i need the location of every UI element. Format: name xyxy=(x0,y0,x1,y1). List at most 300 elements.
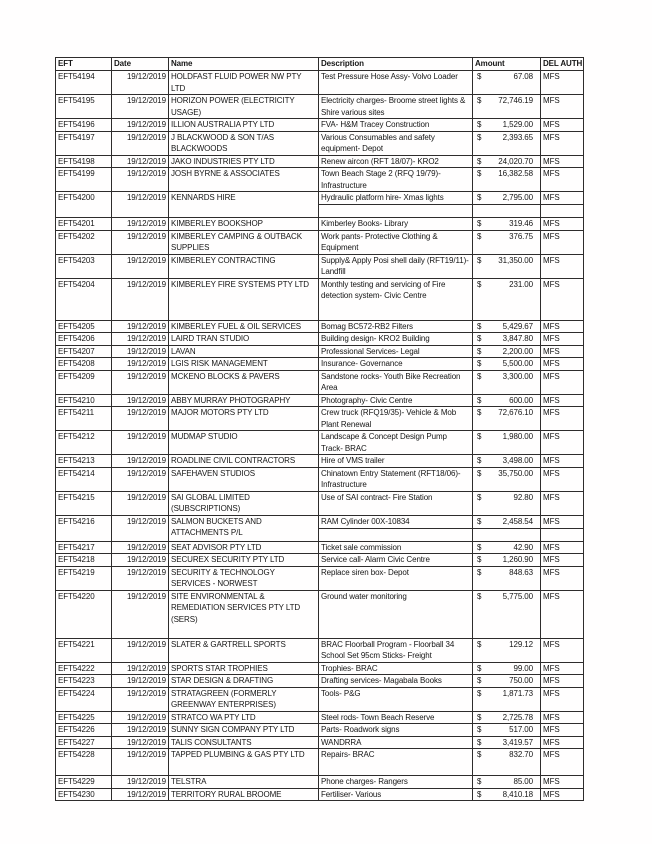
amount-value: 1,260.90 xyxy=(502,555,533,564)
description-cell xyxy=(319,192,473,218)
date-cell: 19/12/2019 xyxy=(112,71,169,95)
eft-number-cell: EFT54225 xyxy=(56,711,112,724)
payee-name-cell: STRATCO WA PTY LTD xyxy=(169,711,319,724)
date-cell: 19/12/2019 xyxy=(112,230,169,254)
amount-layout xyxy=(473,321,540,333)
amount-layout xyxy=(473,712,540,724)
column-header-amount: Amount xyxy=(473,58,541,71)
amount-cell xyxy=(473,394,541,407)
amount-cell xyxy=(473,467,541,491)
date-cell: 19/12/2019 xyxy=(112,95,169,119)
amount-layout xyxy=(473,333,540,345)
amount-cell xyxy=(473,254,541,278)
date-cell: 19/12/2019 xyxy=(112,218,169,231)
amount-layout xyxy=(473,346,540,358)
amount-layout xyxy=(473,591,540,603)
currency-symbol: $ xyxy=(477,321,482,331)
amount-value: 99.00 xyxy=(513,663,533,673)
del-auth-cell: MFS xyxy=(541,370,584,394)
del-auth-cell: MFS xyxy=(541,155,584,168)
amount-cell xyxy=(473,370,541,394)
amount-value: 2,200.00 xyxy=(502,346,533,356)
table-row xyxy=(56,320,584,333)
amount-value: 35,750.00 xyxy=(498,468,533,478)
amount-value: 85.00 xyxy=(513,777,533,786)
currency-symbol: $ xyxy=(477,132,482,142)
date-cell: 19/12/2019 xyxy=(112,711,169,724)
description-cell-text: RAM Cylinder 00X-10834 xyxy=(319,516,472,529)
amount-layout xyxy=(473,168,540,180)
eft-number-cell: EFT54226 xyxy=(56,724,112,737)
currency-symbol: $ xyxy=(477,255,482,265)
del-auth-cell: MFS xyxy=(541,687,584,711)
del-auth-cell: MFS xyxy=(541,491,584,515)
amount-layout xyxy=(473,71,540,83)
del-auth-cell: MFS xyxy=(541,590,584,638)
amount-value: 2,725.78 xyxy=(502,712,533,722)
del-auth-cell-text: MFS xyxy=(541,516,583,529)
amount-cell xyxy=(473,320,541,333)
table-row xyxy=(56,638,584,662)
payee-name-cell: JAKO INDUSTRIES PTY LTD xyxy=(169,155,319,168)
table-row xyxy=(56,467,584,491)
amount-cell xyxy=(473,724,541,737)
description-cell: Electricity charges- Broome street lights & Shire various sites xyxy=(319,95,473,119)
del-auth-cell: MFS xyxy=(541,736,584,749)
table-row xyxy=(56,724,584,737)
amount-cell xyxy=(473,230,541,254)
amount-value: 1,871.73 xyxy=(502,688,533,698)
del-auth-cell: MFS xyxy=(541,218,584,231)
currency-symbol: $ xyxy=(477,346,482,356)
table-row xyxy=(56,254,584,278)
column-header-name: Name xyxy=(169,58,319,71)
amount-cell xyxy=(473,333,541,346)
column-header-eft: EFT xyxy=(56,58,112,71)
currency-symbol: $ xyxy=(477,737,482,747)
table-row xyxy=(56,541,584,554)
date-cell: 19/12/2019 xyxy=(112,541,169,554)
table-row xyxy=(56,590,584,638)
table-row xyxy=(56,788,584,801)
date-cell: 19/12/2019 xyxy=(112,131,169,155)
payee-name-cell: TERRITORY RURAL BROOME xyxy=(169,788,319,801)
table-header xyxy=(56,58,584,71)
payee-name-cell: SECUREX SECURITY PTY LTD xyxy=(169,554,319,567)
payee-name-cell: SECURITY & TECHNOLOGY SERVICES - NORWEST xyxy=(169,566,319,590)
amount-cell xyxy=(473,407,541,431)
date-cell: 19/12/2019 xyxy=(112,776,169,789)
description-cell: Building design- KRO2 Building xyxy=(319,333,473,346)
del-auth-cell: MFS xyxy=(541,278,584,320)
currency-symbol: $ xyxy=(477,750,482,759)
currency-symbol: $ xyxy=(477,359,482,368)
eft-number-cell: EFT54229 xyxy=(56,776,112,789)
amount-layout xyxy=(473,749,540,761)
del-auth-cell: MFS xyxy=(541,662,584,675)
payee-name-cell: J BLACKWOOD & SON T/AS BLACKWOODS xyxy=(169,131,319,155)
amount-layout xyxy=(473,542,540,554)
amount-layout xyxy=(473,132,540,144)
description-cell: Parts- Roadwork signs xyxy=(319,724,473,737)
date-cell: 19/12/2019 xyxy=(112,687,169,711)
amount-value: 67.08 xyxy=(513,72,533,81)
description-cell: Replace siren box- Depot xyxy=(319,566,473,590)
payee-name-cell: KIMBERLEY FIRE SYSTEMS PTY LTD xyxy=(169,278,319,320)
amount-cell xyxy=(473,590,541,638)
description-cell: Insurance- Governance xyxy=(319,358,473,371)
payee-name-cell: TALIS CONSULTANTS xyxy=(169,736,319,749)
del-auth-cell: MFS xyxy=(541,95,584,119)
del-auth-cell: MFS xyxy=(541,431,584,455)
eft-number-cell: EFT54213 xyxy=(56,455,112,468)
amount-layout xyxy=(473,358,540,370)
amount-cell xyxy=(473,491,541,515)
payee-name-cell: MCKENO BLOCKS & PAVERS xyxy=(169,370,319,394)
description-cell: Drafting services- Magabala Books xyxy=(319,675,473,688)
date-cell: 19/12/2019 xyxy=(112,788,169,801)
date-cell: 19/12/2019 xyxy=(112,358,169,371)
del-auth-cell: MFS xyxy=(541,168,584,192)
amount-layout xyxy=(473,231,540,243)
currency-symbol: $ xyxy=(477,72,482,81)
amount-cell xyxy=(473,788,541,801)
amount-value: 832.70 xyxy=(509,750,533,759)
table-row xyxy=(56,431,584,455)
del-auth-cell: MFS xyxy=(541,71,584,95)
amount-layout xyxy=(473,567,540,579)
description-cell: Steel rods- Town Beach Reserve xyxy=(319,711,473,724)
eft-number-cell: EFT54206 xyxy=(56,333,112,346)
amount-value: 3,419.57 xyxy=(502,737,533,747)
eft-number-cell: EFT54217 xyxy=(56,541,112,554)
amount-layout xyxy=(473,688,540,700)
payee-name-cell: KIMBERLEY BOOKSHOP xyxy=(169,218,319,231)
eft-number-cell: EFT54215 xyxy=(56,491,112,515)
amount-layout xyxy=(473,516,540,529)
eft-number-cell: EFT54198 xyxy=(56,155,112,168)
eft-number-cell: EFT54202 xyxy=(56,230,112,254)
del-auth-cell: MFS xyxy=(541,554,584,567)
amount-value: 1,980.00 xyxy=(502,432,533,441)
amount-cell xyxy=(473,662,541,675)
eft-number-cell: EFT54204 xyxy=(56,278,112,320)
amount-value: 3,300.00 xyxy=(502,371,533,381)
amount-value: 5,500.00 xyxy=(502,359,533,368)
amount-cell xyxy=(473,736,541,749)
description-cell: Phone charges- Rangers xyxy=(319,776,473,789)
currency-symbol: $ xyxy=(477,231,482,241)
description-cell-text: Hydraulic platform hire- Xmas lights xyxy=(319,192,472,205)
eft-number-cell: EFT54201 xyxy=(56,218,112,231)
payee-name-cell: KIMBERLEY CAMPING & OUTBACK SUPPLIES xyxy=(169,230,319,254)
del-auth-cell xyxy=(541,192,584,218)
description-cell xyxy=(319,515,473,541)
amount-layout xyxy=(473,255,540,267)
description-cell: Fertiliser- Various xyxy=(319,788,473,801)
del-auth-cell: MFS xyxy=(541,394,584,407)
eft-number-cell: EFT54223 xyxy=(56,675,112,688)
del-auth-cell-text: MFS xyxy=(541,192,583,205)
eft-number-cell: EFT54211 xyxy=(56,407,112,431)
amount-layout xyxy=(473,192,540,205)
table-row xyxy=(56,675,584,688)
eft-number-cell: EFT54197 xyxy=(56,131,112,155)
payee-name-cell: SLATER & GARTRELL SPORTS xyxy=(169,638,319,662)
amount-cell xyxy=(473,358,541,371)
amount-layout xyxy=(473,455,540,467)
description-cell: FVA- H&M Tracey Construction xyxy=(319,119,473,132)
payee-name-cell: SUNNY SIGN COMPANY PTY LTD xyxy=(169,724,319,737)
table-row xyxy=(56,358,584,371)
table-row xyxy=(56,711,584,724)
description-cell: Photography- Civic Centre xyxy=(319,394,473,407)
amount-cell xyxy=(473,749,541,776)
amount-layout xyxy=(473,492,540,504)
del-auth-cell xyxy=(541,515,584,541)
del-auth-cell: MFS xyxy=(541,358,584,371)
eft-number-cell: EFT54199 xyxy=(56,168,112,192)
currency-symbol: $ xyxy=(477,777,482,786)
amount-value: 72,746.19 xyxy=(498,96,533,105)
table-row xyxy=(56,168,584,192)
currency-symbol: $ xyxy=(477,432,482,441)
amount-layout xyxy=(473,724,540,736)
description-cell: Repairs- BRAC xyxy=(319,749,473,776)
amount-value: 600.00 xyxy=(509,395,533,405)
del-auth-cell: MFS xyxy=(541,254,584,278)
del-auth-cell: MFS xyxy=(541,724,584,737)
table-row xyxy=(56,491,584,515)
amount-value: 848.63 xyxy=(509,567,533,577)
eft-number-cell: EFT54214 xyxy=(56,467,112,491)
date-cell: 19/12/2019 xyxy=(112,566,169,590)
amount-layout xyxy=(473,371,540,383)
eft-number-cell: EFT54221 xyxy=(56,638,112,662)
del-auth-cell: MFS xyxy=(541,320,584,333)
table-row xyxy=(56,218,584,231)
header-row xyxy=(56,58,584,71)
date-cell: 19/12/2019 xyxy=(112,394,169,407)
currency-symbol: $ xyxy=(477,193,482,202)
payee-name-cell: LGIS RISK MANAGEMENT xyxy=(169,358,319,371)
payee-name-cell: MAJOR MOTORS PTY LTD xyxy=(169,407,319,431)
date-cell: 19/12/2019 xyxy=(112,736,169,749)
payee-name-cell: KIMBERLEY FUEL & OIL SERVICES xyxy=(169,320,319,333)
del-auth-cell: MFS xyxy=(541,407,584,431)
eft-number-cell: EFT54212 xyxy=(56,431,112,455)
description-cell: Chinatown Entry Statement (RFT18/06)- Infrastructure xyxy=(319,467,473,491)
table-row xyxy=(56,455,584,468)
table-body xyxy=(56,71,584,801)
eft-number-cell: EFT54220 xyxy=(56,590,112,638)
description-cell: Ticket sale commission xyxy=(319,541,473,554)
amount-value: 3,847.80 xyxy=(502,334,533,343)
eft-number-cell: EFT54195 xyxy=(56,95,112,119)
eft-number-cell: EFT54228 xyxy=(56,749,112,776)
amount-value: 31,350.00 xyxy=(498,255,533,265)
date-cell: 19/12/2019 xyxy=(112,590,169,638)
date-cell: 19/12/2019 xyxy=(112,455,169,468)
table-row xyxy=(56,515,584,541)
currency-symbol: $ xyxy=(477,542,482,552)
currency-symbol: $ xyxy=(477,555,482,564)
column-header-date: Date xyxy=(112,58,169,71)
table-row xyxy=(56,131,584,155)
payee-name-cell: ABBY MURRAY PHOTOGRAPHY xyxy=(169,394,319,407)
amount-cell xyxy=(473,131,541,155)
amount-cell xyxy=(473,541,541,554)
date-cell: 19/12/2019 xyxy=(112,467,169,491)
amount-value: 2,458.54 xyxy=(502,516,533,526)
description-cell: Professional Services- Legal xyxy=(319,345,473,358)
del-auth-cell: MFS xyxy=(541,541,584,554)
payee-name-cell: SITE ENVIRONMENTAL & REMEDIATION SERVICES PTY LTD (SERS) xyxy=(169,590,319,638)
table-row xyxy=(56,687,584,711)
eft-number-cell: EFT54230 xyxy=(56,788,112,801)
payee-name-cell: HORIZON POWER (ELECTRICITY USAGE) xyxy=(169,95,319,119)
amount-cell xyxy=(473,95,541,119)
date-cell: 19/12/2019 xyxy=(112,192,169,218)
eft-number-cell: EFT54219 xyxy=(56,566,112,590)
payee-name-cell: KIMBERLEY CONTRACTING xyxy=(169,254,319,278)
payee-name-cell: SPORTS STAR TROPHIES xyxy=(169,662,319,675)
payee-name-cell: SEAT ADVISOR PTY LTD xyxy=(169,541,319,554)
description-cell: Trophies- BRAC xyxy=(319,662,473,675)
amount-cell xyxy=(473,515,541,541)
amount-cell xyxy=(473,345,541,358)
amount-value: 5,775.00 xyxy=(502,591,533,601)
del-auth-cell: MFS xyxy=(541,711,584,724)
description-cell: Ground water monitoring xyxy=(319,590,473,638)
table-row xyxy=(56,95,584,119)
currency-symbol: $ xyxy=(477,567,482,577)
amount-cell xyxy=(473,455,541,468)
amount-cell xyxy=(473,192,541,218)
description-cell: Renew aircon (RFT 18/07)- KRO2 xyxy=(319,155,473,168)
payee-name-cell: LAVAN xyxy=(169,345,319,358)
amount-layout xyxy=(473,789,540,801)
amount-layout xyxy=(473,776,540,788)
currency-symbol: $ xyxy=(477,639,482,649)
amount-cell xyxy=(473,431,541,455)
del-auth-cell: MFS xyxy=(541,776,584,789)
eft-number-cell: EFT54205 xyxy=(56,320,112,333)
date-cell: 19/12/2019 xyxy=(112,168,169,192)
payee-name-cell: KENNARDS HIRE xyxy=(169,192,319,218)
amount-layout xyxy=(473,639,540,651)
table-row xyxy=(56,662,584,675)
payee-name-cell: ILLION AUSTRALIA PTY LTD xyxy=(169,119,319,132)
amount-value: 319.46 xyxy=(509,219,533,228)
eft-number-cell: EFT54224 xyxy=(56,687,112,711)
description-cell: WANDRRA xyxy=(319,736,473,749)
amount-layout xyxy=(473,407,540,419)
eft-payments-table xyxy=(55,57,584,801)
date-cell: 19/12/2019 xyxy=(112,254,169,278)
payee-name-cell: SAFEHAVEN STUDIOS xyxy=(169,467,319,491)
description-cell: Monthly testing and servicing of Fire detection system- Civic Centre xyxy=(319,278,473,320)
description-cell: Hire of VMS trailer xyxy=(319,455,473,468)
currency-symbol: $ xyxy=(477,395,482,405)
currency-symbol: $ xyxy=(477,663,482,673)
date-cell: 19/12/2019 xyxy=(112,749,169,776)
column-header-description: Description xyxy=(319,58,473,71)
currency-symbol: $ xyxy=(477,725,482,734)
currency-symbol: $ xyxy=(477,120,482,129)
description-cell: Service call- Alarm Civic Centre xyxy=(319,554,473,567)
amount-value: 5,429.67 xyxy=(502,321,533,331)
date-cell: 19/12/2019 xyxy=(112,662,169,675)
amount-cell xyxy=(473,776,541,789)
description-cell: Work pants- Protective Clothing & Equipment xyxy=(319,230,473,254)
del-auth-cell: MFS xyxy=(541,467,584,491)
description-cell: Crew truck (RFQ19/35)- Vehicle & Mob Plant Renewal xyxy=(319,407,473,431)
description-cell: Various Consumables and safety equipment- Depot xyxy=(319,131,473,155)
amount-value: 376.75 xyxy=(509,231,533,241)
payee-name-cell: HOLDFAST FLUID POWER NW PTY LTD xyxy=(169,71,319,95)
amount-value: 3,498.00 xyxy=(502,456,533,465)
date-cell: 19/12/2019 xyxy=(112,333,169,346)
amount-value: 92.80 xyxy=(513,492,533,502)
amount-cell xyxy=(473,711,541,724)
eft-number-cell: EFT54200 xyxy=(56,192,112,218)
amount-layout xyxy=(473,737,540,749)
amount-value: 517.00 xyxy=(509,725,533,734)
table-row xyxy=(56,345,584,358)
amount-layout xyxy=(473,554,540,566)
currency-symbol: $ xyxy=(477,712,482,722)
date-cell: 19/12/2019 xyxy=(112,638,169,662)
table-row xyxy=(56,333,584,346)
currency-symbol: $ xyxy=(477,688,482,698)
date-cell: 19/12/2019 xyxy=(112,155,169,168)
del-auth-cell: MFS xyxy=(541,333,584,346)
amount-value: 24,020.70 xyxy=(498,156,533,166)
amount-cell xyxy=(473,155,541,168)
amount-value: 129.12 xyxy=(509,639,533,649)
table-row xyxy=(56,278,584,320)
column-header-del-auth: DEL AUTH xyxy=(541,58,584,71)
amount-value: 72,676.10 xyxy=(498,408,533,417)
amount-value: 750.00 xyxy=(509,676,533,685)
date-cell: 19/12/2019 xyxy=(112,491,169,515)
payee-name-cell: MUDMAP STUDIO xyxy=(169,431,319,455)
amount-layout xyxy=(473,119,540,131)
table-row xyxy=(56,407,584,431)
del-auth-cell: MFS xyxy=(541,119,584,132)
amount-value: 16,382.58 xyxy=(498,169,533,178)
amount-cell xyxy=(473,638,541,662)
eft-number-cell: EFT54210 xyxy=(56,394,112,407)
amount-cell xyxy=(473,168,541,192)
currency-symbol: $ xyxy=(477,96,482,105)
date-cell: 19/12/2019 xyxy=(112,515,169,541)
payee-name-cell: LAIRD TRAN STUDIO xyxy=(169,333,319,346)
table-row xyxy=(56,566,584,590)
amount-value: 8,410.18 xyxy=(502,789,533,799)
amount-layout xyxy=(473,279,540,291)
amount-value: 2,795.00 xyxy=(502,193,533,202)
currency-symbol: $ xyxy=(477,279,482,289)
amount-cell xyxy=(473,119,541,132)
currency-symbol: $ xyxy=(477,456,482,465)
currency-symbol: $ xyxy=(477,169,482,178)
date-cell: 19/12/2019 xyxy=(112,724,169,737)
currency-symbol: $ xyxy=(477,591,482,601)
date-cell: 19/12/2019 xyxy=(112,345,169,358)
amount-cell xyxy=(473,218,541,231)
